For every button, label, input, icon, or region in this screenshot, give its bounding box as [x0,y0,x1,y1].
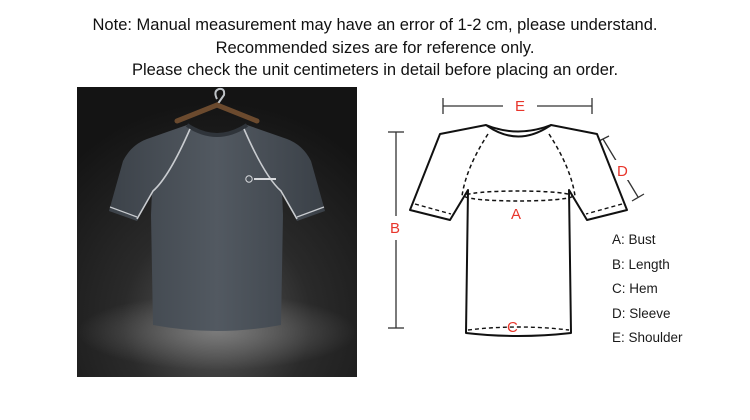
t-shirt-photo-image [77,87,357,377]
label-b: B [390,220,401,237]
measurement-notes [0,14,750,82]
label-a: A [511,206,522,223]
t-shirt-outline-diagram [370,90,750,390]
legend-item-bust: A: Bust [612,232,656,247]
label-e: E [515,98,526,115]
shirt-outline [410,125,627,336]
legend-item-sleeve: D: Sleeve [612,305,671,321]
note-line-1: Note: Manual measurement may have an error of 1-2 cm, please understand. [92,16,658,34]
size-diagram [370,90,750,390]
note-line-2: Recommended sizes are for reference only. [215,38,535,57]
legend-item-length: B: Length [612,256,670,272]
measurement-legend [612,228,683,351]
legend-item-hem: C: Hem [612,281,658,296]
label-c: C [507,319,518,336]
note-line-3: Please check the unit centimeters in detail before placing an order. [131,61,619,79]
product-photo [77,87,357,377]
legend-item-shoulder: E: Shoulder [612,330,683,345]
label-d: D [617,163,628,180]
